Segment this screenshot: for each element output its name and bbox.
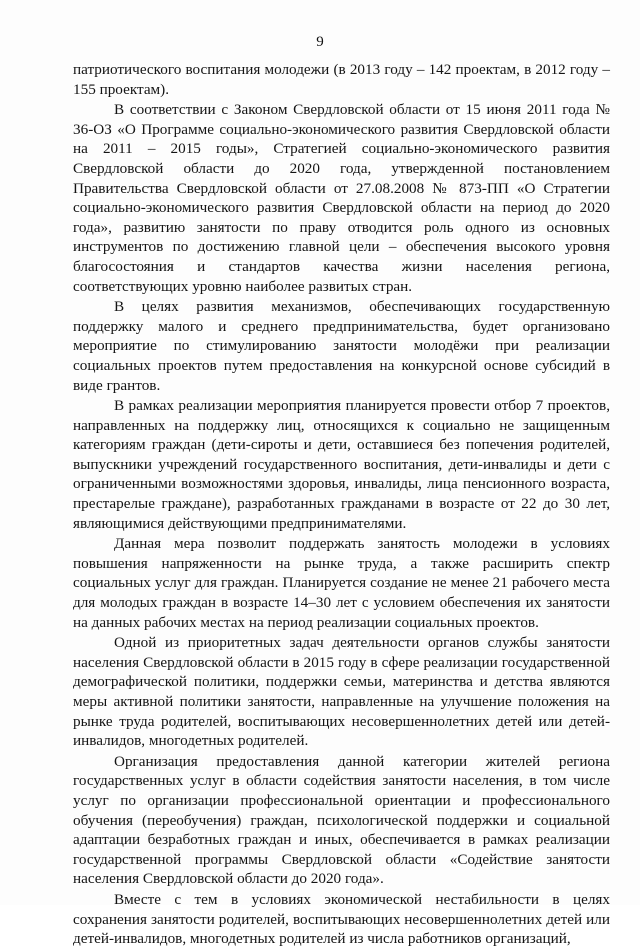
paragraph-priority-tasks: Одной из приоритетных задач деятельности органов службы занятости населения Свердловской области в 2015 году в сфере реализации государственной демографической политики, поддержки семьи, материнства и детства являются меры активной политики занятости, направленные на улучшение положения на рынке труда родителей, воспитывающих несовершеннолетних детей или детей-инвалидов, многодетных родителей. xyxy=(73,634,610,750)
paragraph-economic-instability: Вместе с тем в условиях экономической нестабильности в целях сохранения занятости родителей, воспитывающих несовершеннолетних детей или детей-инвалидов, многодетных родителей из числа работников организаций, xyxy=(73,890,610,948)
paragraph-continuation: патриотического воспитания молодежи (в 2013 году – 142 проектам, в 2012 году – 155 проектам). xyxy=(73,61,610,98)
paragraph-youth-employment: Данная мера позволит поддержать занятость молодежи в условиях повышения напряженности на рынке труда, а также расширить спектр социальных услуг для граждан. Планируется создание не менее 21 рабочего места для молодых граждан в возрасте 14–30 лет с условием обеспечения их занятости на данных рабочих местах на период реализации социальных проектов. xyxy=(73,535,610,631)
paragraph-strategy: В соответствии с Законом Свердловской области от 15 июня 2011 года № 36-ОЗ «О Программе социально-экономического развития Свердловской области на 2011 – 2015 годы», Стратегией социально-экономического развития Свердловской области до 2020 года, утвержденной постановлением Правительства Свердловской области от 27.08.2008 № 873-ПП «О Стратегии социально-экономического развития Свердловской области на период до 2020 года», развитию занятости по праву отводится роль одного из основных инструментов по достижению главной цели – обеспечения высокого уровня благосостояния и стандартов качества жизни населения региона, соответствующих уровню наиболее развитых стран. xyxy=(73,101,610,295)
paragraph-grants: В целях развития механизмов, обеспечивающих государственную поддержку малого и среднего предпринимательства, будет организовано мероприятие по стимулированию занятости молодёжи при реализации социальных проектов путем предоставления на конкурсной основе субсидий в виде грантов. xyxy=(73,298,610,394)
page-number: 9 xyxy=(316,34,324,50)
paragraph-services: Организация предоставления данной категории жителей региона государственных услуг в области содействия занятости населения, в том числе услуг по организации профессиональной ориентации и профессионального обучения (переобучения) граждан, психологической поддержки и социальной адаптации безработных граждан и иных, обеспечивается в рамках реализации государственной программы Свердловской области «Содействие занятости населения Свердловской области до 2020 года». xyxy=(73,752,610,888)
document-body xyxy=(73,60,610,950)
paragraph-project-selection: В рамках реализации мероприятия планируется провести отбор 7 проектов, направленных на поддержку лиц, относящихся к социально не защищенным категориям граждан (дети-сироты и дети, оставшиеся без попечения родителей, выпускники учреждений государственного воспитания, дети-инвалиды и дети с ограниченными возможностями здоровья, инвалиды, лица пенсионного возраста, престарелые граждане), разработанных гражданами в возрасте от 22 до 30 лет, являющимися действующими предпринимателями. xyxy=(73,397,610,532)
